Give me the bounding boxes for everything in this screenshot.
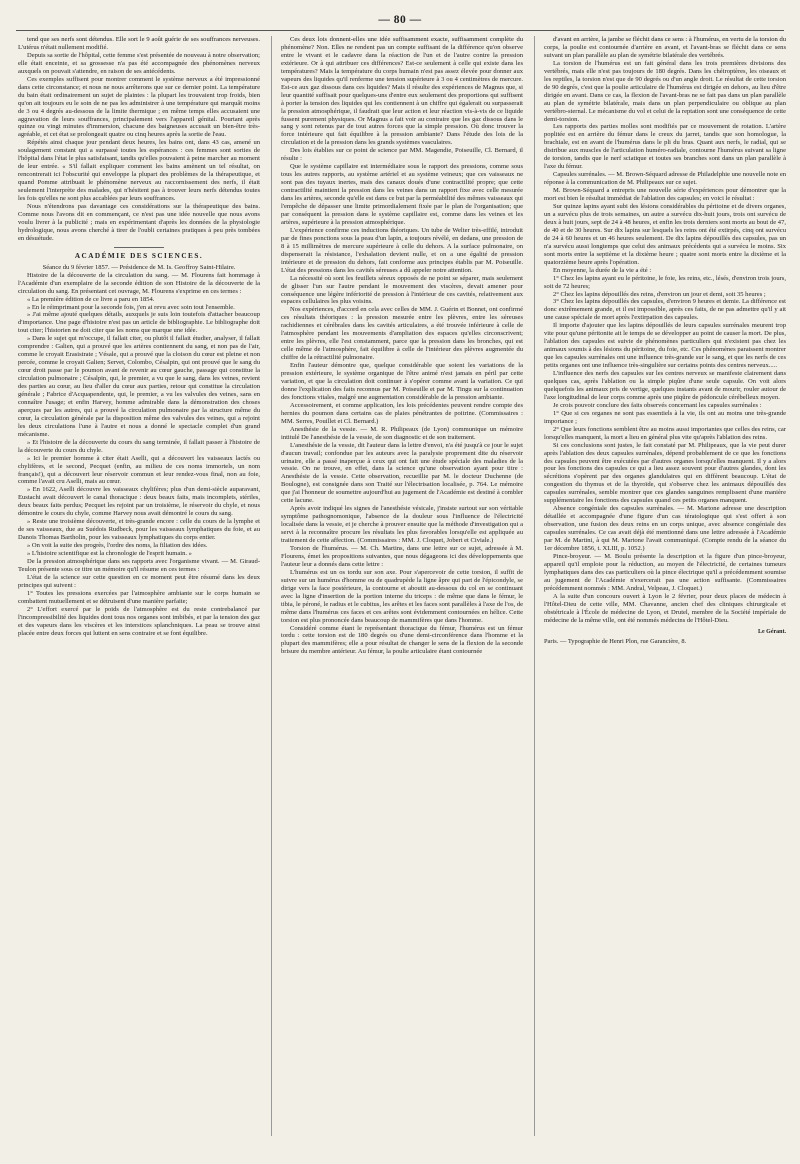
paragraph: L'anesthésie de la vessie, dit l'auteur dans la lettre d'envoi, n'a été jusqu'à ce jour le sujet d'aucun travail; confondue par les auteurs avec la paralysie proprement dite du réservoir urinaire, elle a passé inaperçue à ceux qui ont fait une étude spéciale des maladies de la vessie. On ne trouve, en effet, dans la science qu'une observation ayant pour titre : Anesthésie de la vessie. Cette observation, recueillie par M. le docteur Duchenne (de Boulogne), est consignée dans son Traité sur l'électrisation localisée, p. 764. Le mémoire que j'ai l'honneur de soumettre aujourd'hui au jugement de l'Académie est destiné à combler cette lacune. — [281, 441, 523, 505]
paragraph: » On voit la suite des progrès, l'ordre des noms, la filiation des idées. — [27, 542, 208, 550]
paragraph: Je crois pouvoir conclure des faits observés concernant les capsules surrénales : — [553, 401, 762, 409]
paragraph: L'influence des nerfs des capsules sur les centres nerveux se manifeste clairement dans quelques cas, après l'ablation ou la simple piqûre d'une seule capsule. On voit alors quelquefois les animaux pris de vertige, quelques instants avant de mourir, rouler autour de l'axe longitudinal de leur corps comme après une piqûre de pédoncule cérébelleux moyen. — [544, 370, 786, 401]
paragraph: 1° Chez les lapins ayant eu le péritoine, le foie, les reins, etc., lésés, d'environ trois jours, soit de 72 heures; — [544, 274, 786, 290]
paragraph: 2° Que leurs fonctions semblent être au moins aussi importantes que celles des reins, car lorsqu'elles manquent, la mort a lieu en général plus vite qu'après l'ablation des reins. — [544, 425, 786, 441]
paragraph: M. Brown-Séquard a entrepris une nouvelle série d'expériences pour démontrer que la mort est bien le résultat immédiat de l'ablation des capsules; en voici le résultat : — [544, 187, 786, 203]
signature: Le Gérant. — [758, 628, 786, 635]
paragraph: Torsion de l'humérus. — M. Ch. Martins, dans une lettre sur ce sujet, adressée à M. Flourens, émet les propositions suivantes, que nous dégageons ici des développements que l'auteur leur a donnés dans cette lettre : — [281, 545, 523, 568]
paragraph: » En 1622, Aselli découvre les vaisseaux chylifères; plus d'un demi-siècle auparavant, Eustachi avait découvert le canal thoracique : deux beaux faits, mais incomplets, stériles, deux beaux faits perdus; Pecquet les rejoint par un troisième, le réservoir du chyle, et nous démontre le cours du chyle, comme Harvey nous avait démontré le cours du sang. — [18, 486, 260, 518]
paragraph: Sur quinze lapins ayant subi des lésions considérables du péritoine et de divers organes, un a survécu plus de trois semaines, un autre a survécu dix-huit jours, trois ont survécu de deux à huit jours, sept de 24 à 48 heures, et enfin les trois derniers sont morts au bout de 47, de 40 et de 30 heures. Sur dix lapins sur lesquels les reins ont été extirpés, cinq ont survécu de 24 à 60 heures et un 46 heures seulement. De dix lapins dépouillés des capsules, pas un n'a survécu aussi longtemps que celui des animaux précédents qui a survécu le moins. Six sont morts entre la septième et la dixième heure ; quatre sont morts entre la dixième et la quatorzième heure après l'opération. — [544, 203, 786, 266]
section-title: ACADÉMIE DES SCIENCES. — [74, 251, 204, 260]
session-line: Séance du 9 février 1857. — Présidence de M. Is. Geoffroy Saint-Hilaire. — [42, 263, 236, 271]
paragraph: 1° Toutes les pressions exercées par l'atmosphère ambiante sur le corps humain se combattent mutuellement et se détruisent d'une manière parfaite; — [18, 589, 260, 605]
paragraph: La nécessité où sont les feuillets séreux opposés de ne point se séparer, mais seulement de glisser l'un sur l'autre pendant le mouvement des viscères, devait amener pour conséquence une légère infériorité de pression à l'intérieur de ces cavités, relativement aux espaces cellulaires les plus voisins. — [281, 274, 523, 306]
paragraph: Nos expériences, d'accord en cela avec celles de MM. J. Guérin et Bonnet, ont confirmé ces résultats théoriques : la pression mesurée entre les plèvres, entre les séreuses rachidiennes et cérébrales dans les cavités articulaires, a été trouvée inférieure à celle de l'atmosphère pendant les mouvements d'ampliation des espaces qu'elles circonscrivent; entre les plèvres, elle l'est constamment, parce que la pression dans les bronches, qui est celle même de l'atmosphère, fait équilibre à celle de l'intérieur des plèvres augmentée du chiffre de la rétractilité pulmonaire. — [281, 306, 523, 362]
paragraph: Enfin l'auteur démontre que, quelque considérable que soient les variations de la pression extérieure, le système organique de l'être animé n'est jamais en péril par cette variation, et que la circulation doit continuer à s'opérer comme avant la variation. Ce qui donne l'explication des faits reconnus par M. Poiseuille et par M. Tingu sur la continuation des fonctions vitales, malgré une augmentation considérable de la pression ambiante. — [281, 362, 523, 401]
page-number: — 80 — — [378, 14, 422, 26]
paragraph: Après avoir indiqué les signes de l'anesthésie vésicale, j'insiste surtout sur son véritable symptôme pathognomonique, l'absence de la douleur sous l'influence de l'électricité localisée dans la vessie, et je cherche à prouver ensuite que la méthode d'investigation qui a servi à la reconnaître procure les résultats les plus favorables lorsqu'elle est appliquée au traitement de cette affection. (Commissaires : MM. J. Cloquet, Jobert et Civiale.) — [281, 505, 523, 545]
paragraph: » Et l'histoire de la découverte du cours du sang terminée, il fallait passer à l'histoire de la découverte du cours du chyle. — [18, 438, 260, 454]
paragraph: 2° L'effort exercé par le poids de l'atmosphère est du reste contrebalancé par l'incompressibilité des liquides dont tous nos organes sont imbibés, et par la tension des gaz et des vapeurs dans les viscères et les interstices splanchniques. La peau se trouve ainsi placée entre deux forces qui luttent en sens contraire et se font équilibre. — [18, 605, 260, 637]
paragraph: d'avant en arrière, la jambe se fléchit dans ce sens : à l'humérus, en vertu de la torsion du corps, la poulie est contournée d'arrière en avant, et l'avant-bras se fléchit dans ce sens suivant un plan parallèle au plan de symétrie bilatérale des vertébrés. — [544, 36, 786, 59]
paragraph: Anesthésie de la vessie. — M. R. Philipeaux (de Lyon) communique un mémoire intitulé De l'anesthésie de la vessie, de son diagnostic et de son traitement. — [281, 425, 523, 441]
paragraph: Histoire de la découverte de la circulation du sang. — M. Flourens fait hommage à l'Académie d'un exemplaire de la seconde édition de son Histoire de la découverte de la circulation du sang. En présentant cet ouvrage, M. Flourens s'exprime en ces termes : — [18, 271, 260, 295]
paragraph: Nous n'étendrons pas davantage ces considérations sur la thérapeutique des bains. Comme nous l'avons dit en commençant, ce n'est pas une idée nouvelle que nous avons voulu livrer à la publicité ; mais en expérimentant d'après les données de la physiologie hydrologique, nous avons cherché à tirer de l'oubli certaines pratiques à peu près tombées en désuétude. — [18, 203, 260, 242]
paragraph: 2° Chez les lapins dépouillés des reins, d'environ un jour et demi, soit 35 heures ; — [553, 290, 766, 298]
column-2 — [281, 36, 523, 1136]
paragraph: Si ces conclusions sont justes, le fait constaté par M. Philipeaux, que la vie peut durer après l'ablation des deux capsules surrénales, dépend probablement de ce que les fonctions des capsules peuvent être exécutées par d'autres organes lorsqu'elles manquent. Il y a alors pour les fonctions des capsules ce qui a lieu assez souvent pour d'autres glandes, dont les sécrétions s'opèrent par des organes glandulaires qui en diffèrent beaucoup. L'état de congestion du thymus et de la thyroïde, qui s'observe chez les animaux dépouillés des capsules surrénales, semble montrer que ces glandes sanguines remplissent d'une manière supplémentaire les fonctions des capsules quand ces petits organes manquent. — [544, 441, 786, 505]
paragraph: 1° Que si ces organes ne sont pas essentiels à la vie, ils ont au moins une très-grande importance ; — [544, 409, 786, 425]
paragraph: » Ici le premier homme à citer était Aselli, qui a découvert les vaisseaux lactés ou chylifères, et le second, Pecquet (enfin, au milieu de ces noms immortels, un nom français!), qui a découvert leur réservoir commun et leur rendez-vous final, non au foie, comme l'avait cru Aselli, mais au cœur. — [18, 454, 260, 486]
paragraph: L'expérience confirme ces inductions théoriques. Un tube de Welter très-effilé, introduit par de fines ponctions sous la peau d'un lapin, a toujours révélé, en dedans, une pression de 8 à 15 millimètres de mercure supérieure à celle du dehors. A la surface pulmonaire, on dispenserait la résistance, l'exhalation devient nulle, et on a une égalité de pression intérieure et de pression du dehors, fait conforme aux principes établis par M. Poiseuille. L'état des pressions dans les cavités séreuses a dû appeler notre attention. — [281, 226, 523, 274]
paragraph: Considéré comme étant le représentant thoracique du fémur, l'humérus est un fémur tordu : cette torsion est de 180 degrés ou d'une demi-circonférence dans l'homme et la plupart des mammifères; elle a pour résultat de changer le sens de la flexion de la seconde brisure du membre antérieur. Au fémur, la poulie articulaire étant contournée — [281, 624, 523, 656]
paragraph: Les rapports des parties molles sont modifiés par ce mouvement de rotation. L'artère poplitée est en arrière du fémur dans le creux du jarret, tandis que son homologue, la brachiale, est en avant de l'humérus dans le pli du bras. Quant aux nerfs, le radial, qui se distribue aux muscles de l'articulation huméro-radiale, contourne l'humérus suivant sa ligne de torsion, tandis que le nerf sciatique et toutes ses branches sont dans un plan parallèle à l'axe du fémur. — [544, 123, 786, 171]
paragraph: » L'histoire scientifique est la chronologie de l'esprit humain. » — [27, 550, 192, 558]
paragraph: L'humérus est un os tordu sur son axe. Pour s'apercevoir de cette torsion, il suffit de suivre sur un humérus d'homme ou de quadrupède la ligne âpre qui part de l'épicondyle, se dirige vers la face postérieure, la contourne et aboutit au-dessous du col en se continuant avec la ligne d'insertion de la portion interne du triceps : de même que dans le fémur, le tibia, le péroné, le radius et le cubitus, les arêtes et les faces sont parallèles à l'axe de l'os, de même dans l'humérus ces faces et ces arêtes sont évidemment contournées en hélice. Cette torsion est plus prononcée dans beaucoup de mammifères que dans l'homme. — [281, 568, 523, 624]
paragraph: » J'ai même ajouté quelques détails, auxquels je suis loin toutefois d'attacher beaucoup d'importance. Une page d'histoire n'est pas un article de bibliographie. Le bibliographe doit tout citer; l'historien ne doit citer que les noms que marque une idée. — [18, 311, 260, 335]
paragraph: tend que ses nerfs sont détendus. Elle sort le 9 août guérie de ses souffrances nerveuses. L'utérus n'était nullement modifié. — [18, 36, 260, 51]
column-3 — [544, 36, 786, 1136]
paragraph: Ces deux lois donnent-elles une idée suffisamment exacte, suffisamment complète du phénomène? Non. Elles ne rendent pas un compte suffisant de la différence qu'on observe entre le vivant et le cadavre dans la réaction de l'un et de l'autre contre la pression extérieure. Or à qui attribuer ces différences? Est-ce seulement à celle qui existe dans les températures? Mais la température du corps humain n'est pas assez élevée pour donner aux vapeurs des liquides qu'il renferme une tension supérieure à 3 ou 4 centimètres de mercure. Est-ce aux gaz dissous dans ces liquides? Mais il résulte des expériences de Magnus que, si leur quantité suffisait pour quelques-uns d'entre eux seulement des proportions qui suffisent à porter la tension des liquides qui les contiennent à un chiffre qui égalerait ou surpasserait la pression atmosphérique, il faudrait que leur action et leur réaction vis-à-vis de ce liquide fussent purement physiques. Or Magnus a fait voir au contraire que les gaz dissous dans le sang y sont retenus par de tout autres forces que la simple pression. Où donc trouver la force intérieure qui fait équilibre à la pression ambiante? Dans l'étude des lois de la circulation et de la pression dans les grands systèmes vasculaires. — [281, 36, 523, 147]
paragraph: Capsules surrénales. — M. Brown-Séquard adresse de Philadelphie une nouvelle note en réponse à la communication de M. Philipeaux sur ce sujet. — [544, 171, 786, 187]
paragraph: En moyenne, la durée de la vie a été : — [553, 266, 652, 274]
paragraph: Répétés ainsi chaque jour pendant deux heures, les bains ont, dans 43 cas, amené un soulagement constant qui a surpassé toutes les espérances : ces femmes sont sorties de l'hôpital dans l'état le plus satisfaisant, tandis qu'elles pouvaient à peine marcher au moment de leur entrée. « S'il fallait expliquer comment les bains amènent un tel résultat, on rencontrerait ici l'obscurité qui enveloppe la plupart des problèmes de la thérapeutique, et quand Pomme attribuait le phénomène nerveux au raccornissement des nerfs, il était seulement l'interprète des malades, qui n'hésitent pas à trouver leurs nerfs détendus toutes les fois qu'elles ne sont plus accablées par leurs souffrances. — [18, 139, 260, 203]
paragraph: 3° Chez les lapins dépouillés des capsules, d'environ 9 heures et demie. La différence est donc extrêmement grande, et il est impossible, après ces faits, de ne pas admettre qu'il y ait une cause spéciale de mort après l'extirpation des capsules. — [544, 298, 786, 322]
paragraph: L'état de la science sur cette question en ce moment peut être résumé dans les deux principes qui suivent : — [18, 573, 260, 589]
paragraph: Pince-broyeur. — M. Boulu présente la description et la figure d'un pince-broyeur, appareil qu'il emploie pour la réduction, au moyen de l'électricité, de certaines tumeurs lymphatiques dans des cas particuliers où la pince électrique qu'il a précédemment soumise au jugement de l'Académie n'exercerait pas une action suffisante. (Commissaires précédemment nommés : MM. Andral, Velpeau, J. Cloquet.) — [544, 552, 786, 592]
paragraph: La torsion de l'humérus est un fait général dans les trois premières divisions des vertébrés, mais elle n'est pas toujours de 180 degrés. Dans les chéiroptères, les oiseaux et les reptiles, la torsion n'est que de 90 degrés ou d'un angle droit. Le résultat de cette torsion de 90 degrés, c'est que la poulie articulaire de l'humérus est dirigée en dehors, au lieu d'être dirigée en avant. Dans ce cas, la flexion de l'avant-bras ne se fait pas dans un plan parallèle au plan de symétrie bilatérale, mais dans un plan perpendiculaire ou oblique au plan vertébro-sternal. Le mécanisme du vol et celui de la reptation sont une conséquence de cette demi-torsion. — [544, 59, 786, 123]
column-separator — [271, 36, 272, 1136]
paragraph: Des lois établies sur ce point de science par MM. Magendie, Poiseuille, Cl. Bernard, il résulte : — [281, 147, 523, 163]
paragraph: » Reste une troisième découverte, et très-grande encore : celle du cours de la lymphe et de ses vaisseaux, due au Suédois Rudbeck, pour les vaisseaux lymphatiques du foie, et au Danois Thomas Bartholin, pour les vaisseaux lymphatiques du corps entier. — [18, 518, 260, 542]
paragraph: Ces exemples suffisent pour montrer comment le système nerveux a été impressionné dans cette circonstance; et nous ne nous arrêterons que sur ce dernier point. La température du bain était ordinairement un sujet de plaintes : la plupart les trouvaient trop froids, bien qu'on ait toujours eu le soin de ne pas les administrer à une température qui marquât moins de 3 ou 4 degrés au-dessous de la limite thermique ; en même temps elles accusaient une aggravation de leurs souffrances, principalement vers l'appareil génital. Pourtant après quinze ou vingt minutes d'immersion, chacune des baigneuses accusait un bien-être très-agréable, et cet état se prolongeait quatre ou cinq heures après la sortie de l'eau. — [18, 75, 260, 139]
paragraph: « La première édition de ce livre a paru en 1854. — [27, 295, 155, 303]
section-divider — [114, 247, 164, 248]
paragraph: A la suite d'un concours ouvert à Lyon le 2 février, pour deux places de médecin à l'Hôtel-Dieu de cette ville, MM. Chavanne, ancien chef des cliniques chirurgicale et obstétricale à l'École de médecine de Lyon, et Drutel, membre de la Société impériale de médecine de la même ville, ont été nommés médecins de l'Hôtel-Dieu. — [544, 592, 786, 624]
paragraph: Depuis sa sortie de l'hôpital, cette femme s'est présentée de nouveau à notre observation; elle était enceinte, et sa grossesse n'a pas été accompagnée des phénomènes nerveux auxquels on pouvait s'attendre, en raison de ses antécédents. — [18, 51, 260, 75]
paragraph: Absence congéniale des capsules surrénales. — M. Martone adresse une description détaillée et accompagnée d'une figure d'un cas tératologique qui s'est offert à son observation, une fusion des deux reins en un corps unique, avec absence congéniale des capsules surrénales. Ce cas avait déjà été mentionné dans une lettre adressée à l'Académie par M. de Martini, à qui M. Martone l'avait communiqué. (Compte rendu de la séance du 1er décembre 1856, t. XLIII, p. 1052.) — [544, 505, 786, 552]
paragraph: Accessoirement, et comme application, les lois précédentes peuvent rendre compte des hernies du poumon dans certains cas de plaies pénétrantes de poitrine. (Commissaires : MM. Serres, Pouillet et Cl. Bernard.) — [281, 401, 523, 425]
paragraph: » En le réimprimant pour la seconde fois, j'en ai revu avec soin tout l'ensemble. — [27, 303, 235, 311]
imprint-line: Paris. — Typographie de Henri Plon, rue Garancière, 8. — [544, 638, 687, 646]
header-rule — [16, 30, 784, 31]
paragraph: Il importe d'ajouter que les lapins dépouillés de leurs capsules surrénales meurent trop vite pour qu'une péritonite ait le temps de se développer au point de causer la mort. De plus, l'ablation des capsules est suivie de phénomènes particuliers qui n'existent pas chez les animaux soumis à des lésions du péritoine, du foie, etc. Ces phénomènes paraissent montrer que les capsules surrénales ont une influence très-grande sur le sang, et que les nerfs de ces petits organes ont une influence très-singulière sur certains points des centres nerveux..... — [544, 322, 786, 370]
paragraph: » Dans le sujet qui m'occupe, il fallait citer, ou plutôt il fallait étudier, analyser, il fallait comprendre : Galien, qui a prouvé que les artères contiennent du sang, et non pas de l'air, comme le croyait Erasistrate ; Vésale, qui a prouvé que la cloison du cœur est pleine et non percée, comme le croyait Galien; Servet, Colombo, Césalpin, qui ont prouvé que le sang du cœur droit passe par le poumon avant de revenir au cœur gauche, passage qui constitue la circulation pulmonaire ; Césalpin, qui, le premier, a vu que le sang, dans les veines, revient des parties au cœur, au lieu d'aller du cœur aux parties, retour qui constitue la circulation générale ; Fabrice d'Acquapendente, qui, le premier, a vu les valvules des veines, sans en connaître l'usage; et enfin Harvey, homme admirable dans la démonstration des choses aperçues par les autres, qui a prouvé la circulation pulmonaire par la structure même du cœur, la circulation générale par la disposition même des valvules des veines, qui a rejoint les deux circulations l'une à l'autre et nous a donné le spectacle complet d'un grand mécanisme. — [18, 335, 260, 438]
paragraph: Que le système capillaire est intermédiaire sous le rapport des pressions, comme sous tous les autres rapports, au système artériel et au système veineux; que ces vaisseaux ne sont pas des tuyaux inertes, mais des canaux doués d'une contractilité propre; que cette contractilité maintient la pression dans les veines dans un rapport fixe avec celle mesurée dans les artères, seconde qu'elle est dans ce but par la perméabilité des mêmes vaisseaux qui l'empêche de dépasser une limite primordialement fixée par le plan de l'organisation; que par conséquent la pression dans le système capillaire est, comme dans les veines et les artères, supérieure à la pression atmosphérique. — [281, 163, 523, 226]
column-1 — [18, 36, 260, 1136]
paragraph: De la pression atmosphérique dans ses rapports avec l'organisme vivant. — M. Giraud-Teulon présente sous ce titre un mémoire qu'il résume en ces termes : — [18, 558, 260, 573]
column-separator — [534, 36, 535, 1136]
